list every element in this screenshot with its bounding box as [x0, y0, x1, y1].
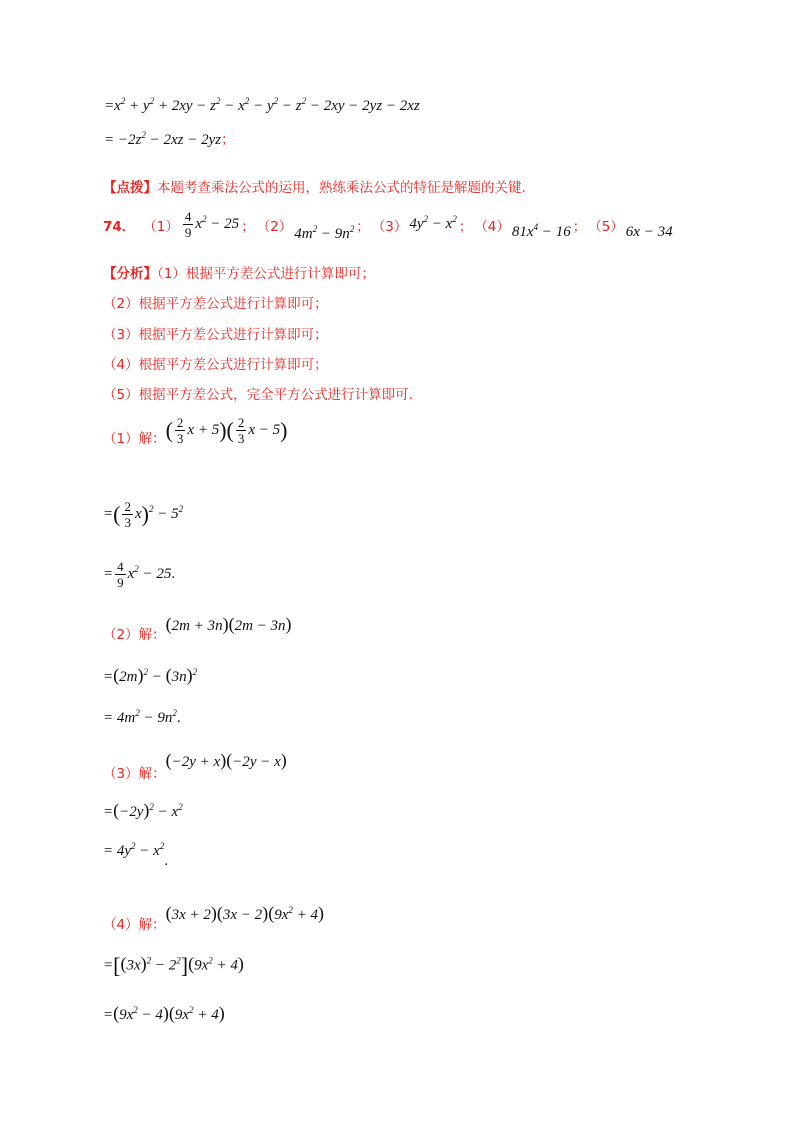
analysis-line-2: （2）根据平方差公式进行计算即可；: [103, 296, 328, 312]
analysis-text-1: （1）根据平方差公式进行计算即可；: [157, 266, 375, 282]
answer-4: $81x^4 - 16$: [511, 222, 571, 240]
dianbo-line: 【点拨】本题考查乘法公式的运用，熟练乘法公式的特征是解题的关键.: [103, 180, 526, 196]
solution-3-step-1: $=(-2y)^2 - x^2$: [103, 800, 183, 820]
solution-label-1: （1）解：: [103, 431, 166, 447]
solution-4-header: [103, 893, 324, 933]
answer-3: $4y^2 - x^2$: [409, 214, 457, 232]
solution-2-step-1: $=(2m)^2 - (3n)^2$: [103, 665, 198, 685]
answer-label-1: （1）: [143, 218, 179, 235]
answer-label-2: （2）: [256, 218, 293, 235]
answer-label-3: （3）: [371, 218, 408, 235]
solution-2-expr: (2m + 3n)(2m − 3n): [165, 613, 292, 634]
solution-1-step-1: =( $\frac{2}{3}$ $x)^2 - 5^2$: [103, 499, 184, 530]
formula-line-2: = $-2z^2 - 2xz - 2yz$；: [104, 130, 235, 148]
solution-label-3: （3）解：: [103, 766, 166, 782]
answer-1: $\frac{4}{9}$ $x^2 - 25$: [184, 209, 240, 240]
solution-4-step-2: $=(9x^2 - 4)(9x^2 + 4)$: [103, 1003, 225, 1023]
solution-label-2: （2）解：: [103, 627, 166, 643]
solution-2-header: [103, 605, 292, 643]
solution-4-expr: $(3x + 2)(3x - 2)(9x^2 + 4)$: [165, 902, 324, 923]
dianbo-text: 本题考查乘法公式的运用，熟练乘法公式的特征是解题的关键: [157, 180, 522, 196]
solution-label-4: （4）解：: [103, 917, 166, 933]
solution-3-step-2: = $4y^2 - x^2$.: [103, 841, 169, 869]
sep-2: ；: [356, 218, 370, 235]
question-number: 74．: [103, 218, 136, 235]
fenxi-label: 【分析】: [103, 266, 157, 282]
solution-1-step-2: = $\frac{4}{9}$ $x^2 - 25$.: [103, 559, 176, 590]
solution-2-step-2: = $4m^2 - 9n^2$.: [103, 708, 181, 726]
solution-3-expr: (−2y + x)(−2y − x): [165, 749, 287, 770]
dianbo-label: 【点拨】: [103, 180, 157, 196]
solution-1-expr: ( $\frac{2}{3}$ x + 5)( $\frac{2}{3}$ x − 5): [165, 414, 288, 446]
solution-4-step-1: $=[(3x)^2 - 2^2](9x^2 + 4)$: [103, 953, 244, 978]
sep-1: ；: [241, 218, 255, 235]
sep-4: ；: [572, 218, 587, 235]
answer-line-74: [103, 209, 673, 242]
formula-line-1: $=x^2 + y^2 + 2xy - z^2 - x^2 - y^2 - z^2 - 2xy - 2yz - 2xz$: [104, 96, 420, 114]
analysis-line-5: （5）根据平方差公式，完全平方公式进行计算即可.: [103, 387, 413, 403]
answer-label-5: （5）: [588, 218, 624, 235]
analysis-line-3: （3）根据平方差公式进行计算即可；: [103, 327, 328, 343]
sep-3: ；: [458, 218, 473, 235]
answer-2: $4m^2 - 9n^2$: [294, 224, 355, 242]
analysis-line-4: （4）根据平方差公式进行计算即可；: [103, 357, 328, 373]
solution-3-header: [103, 738, 287, 782]
answer-label-4: （4）: [474, 218, 510, 235]
answer-5: 6x − 34: [625, 224, 673, 240]
solution-1-header: [103, 413, 288, 447]
analysis-line-1: [103, 262, 375, 282]
